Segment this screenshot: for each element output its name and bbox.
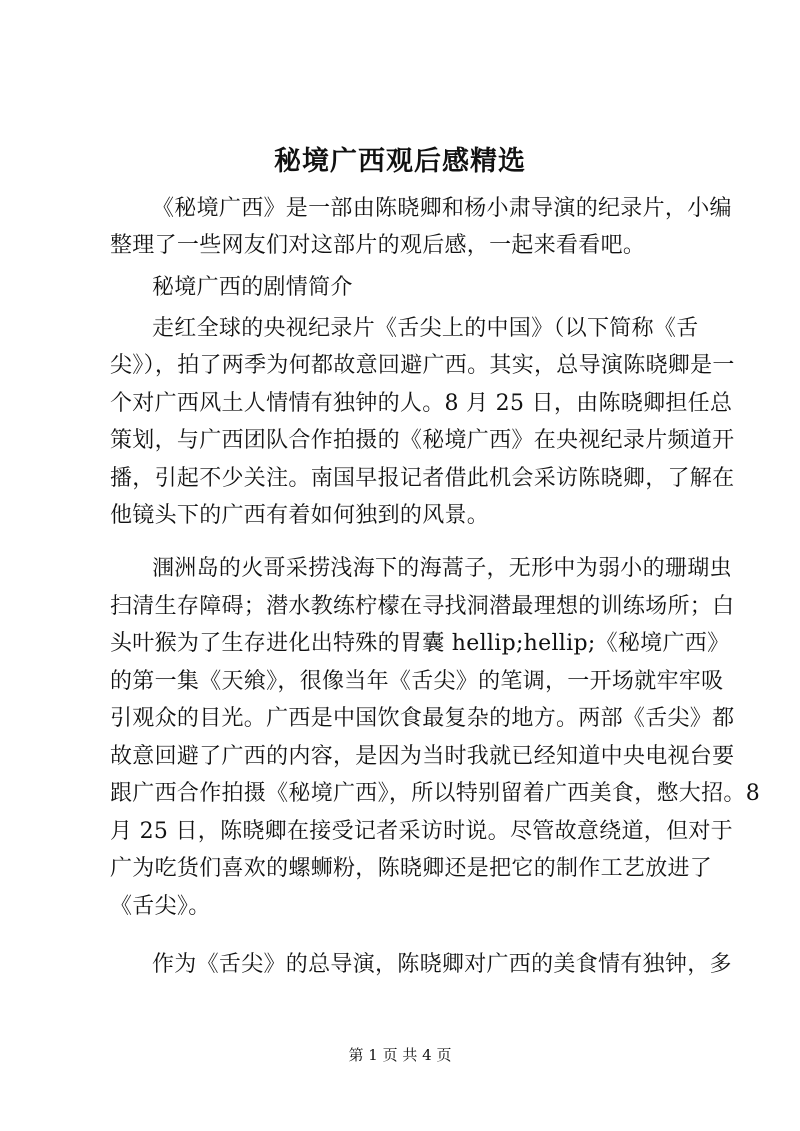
section-heading: 秘境广西的剧情简介: [152, 275, 353, 300]
document-title: 秘境广西观后感精选: [274, 146, 526, 177]
paragraph-line: 整理了一些网友们对这部片的观后感，一起来看看吧。: [110, 233, 646, 258]
paragraph-line: 播，引起不少关注。南国早报记者借此机会采访陈晓卿，了解在: [110, 466, 735, 491]
paragraph-line: 的第一集《天飨》，很像当年《舌尖》的笔调，一开场就牢牢吸: [110, 669, 724, 694]
page-number: 第 1 页 共 4 页: [348, 1046, 452, 1064]
paragraph-line: 《秘境广西》是一部由陈晓卿和杨小肃导演的纪录片，小编: [152, 196, 732, 221]
paragraph-line: 月 25 日，陈晓卿在接受记者采访时说。尽管故意绕道，但对于: [110, 819, 733, 844]
paragraph-line: 尖》），拍了两季为何都故意回避广西。其实，总导演陈晓卿是一: [110, 353, 735, 378]
paragraph-line: 广为吃货们喜欢的螺蛳粉，陈晓卿还是把它的制作工艺放进了: [110, 856, 713, 881]
paragraph-line: 《舌尖》。: [110, 894, 211, 919]
paragraph-line: 作为《舌尖》的总导演，陈晓卿对广西的美食情有独钟，多: [152, 952, 732, 977]
paragraph-line: 故意回避了广西的内容，是因为当时我就已经知道中央电视台要: [110, 744, 735, 769]
paragraph-line: 个对广西风土人情情有独钟的人。8 月 25 日，由陈晓卿担任总: [110, 391, 733, 416]
paragraph-line: 策划，与广西团队合作拍摄的《秘境广西》在央视纪录片频道开: [110, 428, 735, 453]
paragraph-line: 头叶猴为了生存进化出特殊的胃囊 hellip;hellip;《秘境广西》: [110, 631, 730, 656]
paragraph-line: 走红全球的央视纪录片《舌尖上的中国》（以下简称《舌: [152, 316, 699, 341]
paragraph-line: 引观众的目光。广西是中国饮食最复杂的地方。两部《舌尖》都: [110, 706, 735, 731]
paragraph-line: 跟广西合作拍摄《秘境广西》，所以特别留着广西美食，憋大招。8: [110, 781, 760, 806]
paragraph-line: 他镜头下的广西有着如何独到的风景。: [110, 503, 490, 528]
paragraph-line: 涠洲岛的火哥采捞浅海下的海蒿子，无形中为弱小的珊瑚虫: [152, 556, 732, 581]
paragraph-line: 扫清生存障碍；潜水教练柠檬在寻找洞潜最理想的训练场所；白: [110, 594, 735, 619]
